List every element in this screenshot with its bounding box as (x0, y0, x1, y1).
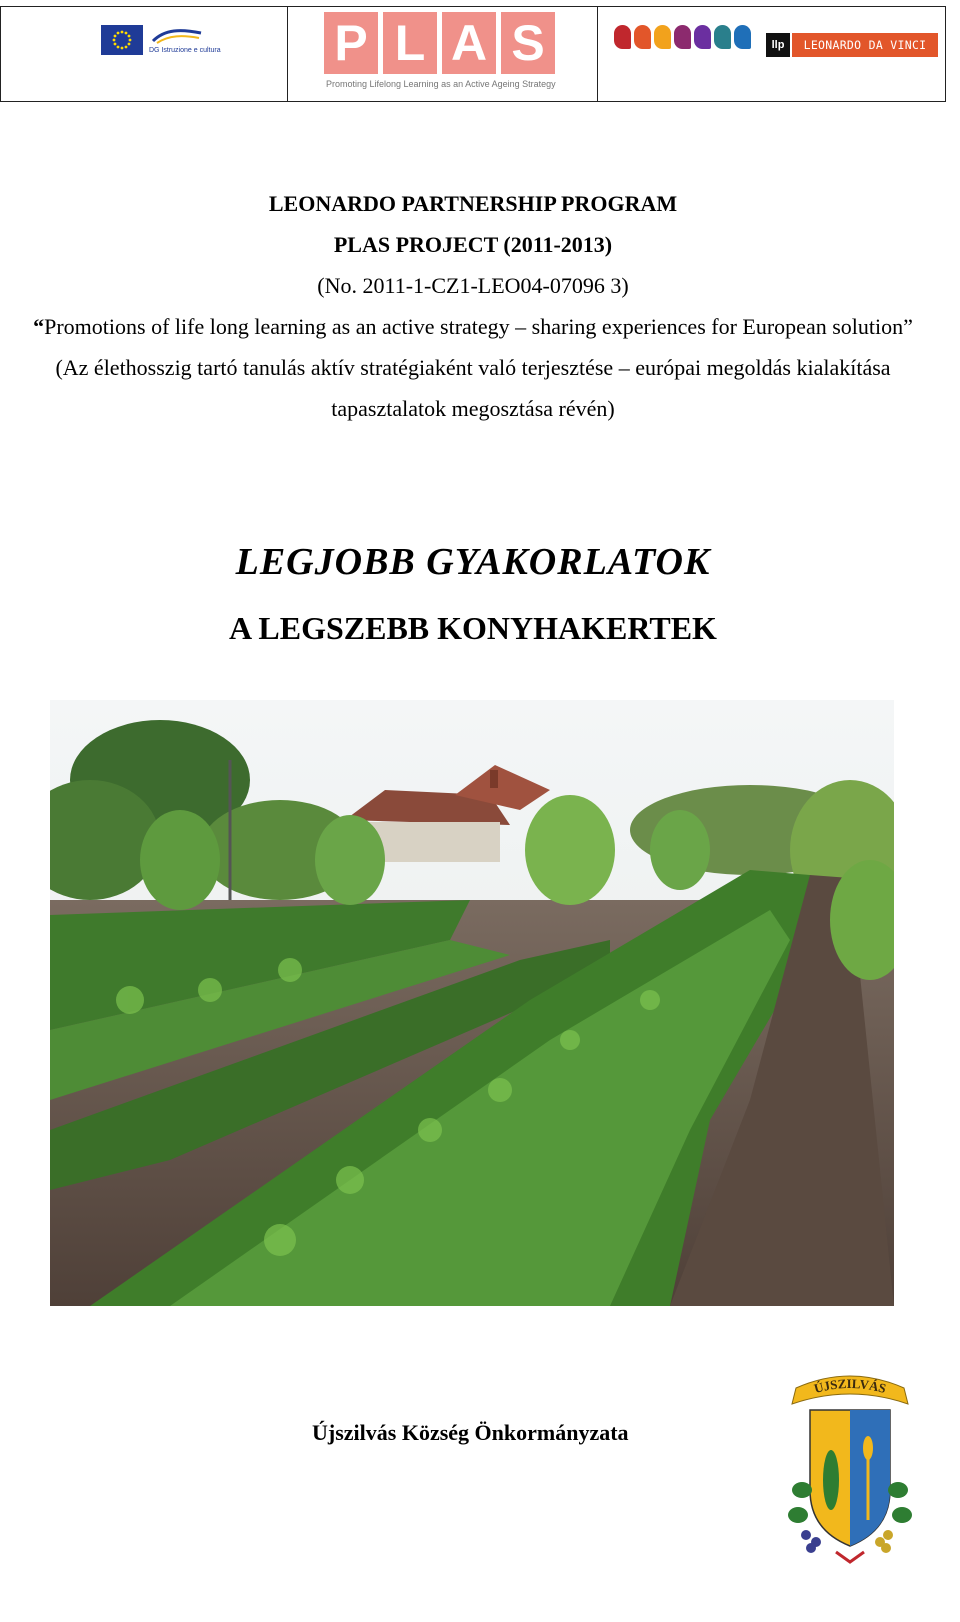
plas-letter-p: P (324, 12, 378, 74)
main-title: LEGJOBB GYAKORLATOK (235, 541, 711, 583)
hungarian-title-line2: tapasztalatok megosztása révén) (331, 396, 615, 421)
llp-mark: llp (766, 33, 790, 57)
plas-letter-s: S (501, 12, 555, 74)
english-title-open-quote: “ (33, 314, 45, 339)
program-name: LEONARDO PARTNERSHIP PROGRAM (268, 191, 678, 216)
llp-logo (614, 17, 944, 67)
logo-header (0, 6, 946, 102)
project-name: PLAS PROJECT (2011-2013) (333, 232, 613, 257)
garden-photo (50, 700, 894, 1306)
plas-letter-a: A (442, 12, 496, 74)
plas-logo (324, 12, 556, 78)
crest-label: ÚJSZILVÁS (812, 1375, 888, 1397)
llp-figures-icon (614, 25, 751, 49)
ujszilvas-crest (776, 1370, 924, 1566)
eu-logo-caption: DG Istruzione e cultura (149, 47, 221, 54)
llp-logo-cell (597, 7, 945, 101)
dg-education-swoosh-icon (151, 25, 203, 45)
plas-logo-cell (287, 7, 597, 101)
eu-flag-icon (101, 25, 143, 55)
plas-tagline: Promoting Lifelong Learning as an Active Ageing Strategy (326, 79, 556, 89)
plas-letter-l: L (383, 12, 437, 74)
municipality-name: Újszilvás Község Önkormányzata (312, 1420, 629, 1445)
english-title (0, 306, 946, 347)
subtitle: A LEGSZEBB KONYHAKERTEK (229, 610, 717, 646)
eu-logo-cell (1, 7, 287, 101)
hungarian-title-line1: (Az élethosszig tartó tanulás aktív stratégiaként való terjesztése – európai megoldás kialakítása (55, 355, 891, 380)
leonardo-da-vinci-banner: LEONARDO DA VINCI (792, 33, 938, 57)
cover-title-block (0, 183, 946, 429)
project-number: (No. 2011-1-CZ1-LEO04-07096 3) (317, 273, 629, 298)
english-title-text: Promotions of life long learning as an active strategy – sharing experiences for European solution” (44, 314, 913, 339)
